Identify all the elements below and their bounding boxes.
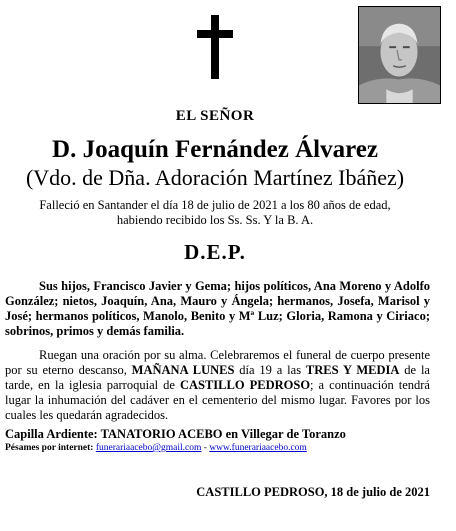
condolences-line (5, 443, 307, 453)
link-separator: - (201, 443, 210, 453)
cross-icon (197, 15, 233, 79)
death-notice (0, 198, 430, 228)
condolences-label: Pésames por internet: (5, 443, 94, 453)
funeral-text-1: Ruegan una oración por su alma. Celebraremos el funeral de cuerpo presente por su eterno descanso, (5, 348, 430, 377)
funeral-place: CASTILLO PEDROSO (179, 378, 311, 392)
website-link[interactable]: www.funerariaacebo.com (209, 443, 307, 453)
funeral-day: MAÑANA LUNES (131, 363, 235, 377)
death-line-1: Falleció en Santander el día 18 de julio de 2021 a los 80 años de edad, (39, 198, 391, 212)
signoff-place-date: CASTILLO PEDROSO, 18 de julio de 2021 (196, 485, 430, 499)
family-paragraph: Sus hijos, Francisco Javier y Gema; hijos políticos, Ana Moreno y Adolfo González; nietos, Joaquín, Ana, Mauro y Ángela; hermanos, Josefa, Marisol y José; hermanos políticos, Manolo, Benito y Mª Luz; Gloria, Ramona y Ciriaco; sobrinos, primos y demás familia. (5, 279, 430, 338)
funeral-text-3: de la tarde, en la iglesia parroquial de (5, 363, 430, 392)
email-link[interactable]: funerariaacebo@gmail.com (95, 443, 202, 453)
portrait-photo (358, 6, 441, 104)
funeral-time: TRES Y MEDIA (305, 363, 400, 377)
widow-line: (Vdo. de Dña. Adoración Martínez Ibáñez) (25, 165, 405, 190)
death-line-2: habiendo recibido los Ss. Ss. Y la B. A. (116, 213, 314, 227)
dep-heading: D.E.P. (184, 240, 246, 264)
title-el-senor: EL SEÑOR (175, 108, 255, 124)
funeral-text-2: día 19 a las (234, 363, 306, 377)
deceased-name: D. Joaquín Fernández Álvarez (52, 136, 378, 163)
funeral-text-4: ; a continuación tendrá lugar la inhumación del cadáver en el cementerio del mismo lugar. Favores por los cuales les quedarán agradecidos. (5, 378, 430, 422)
funeral-paragraph (5, 348, 430, 423)
chapel-line: Capilla Ardiente: TANATORIO ACEBO en Villegar de Toranzo (5, 427, 346, 441)
